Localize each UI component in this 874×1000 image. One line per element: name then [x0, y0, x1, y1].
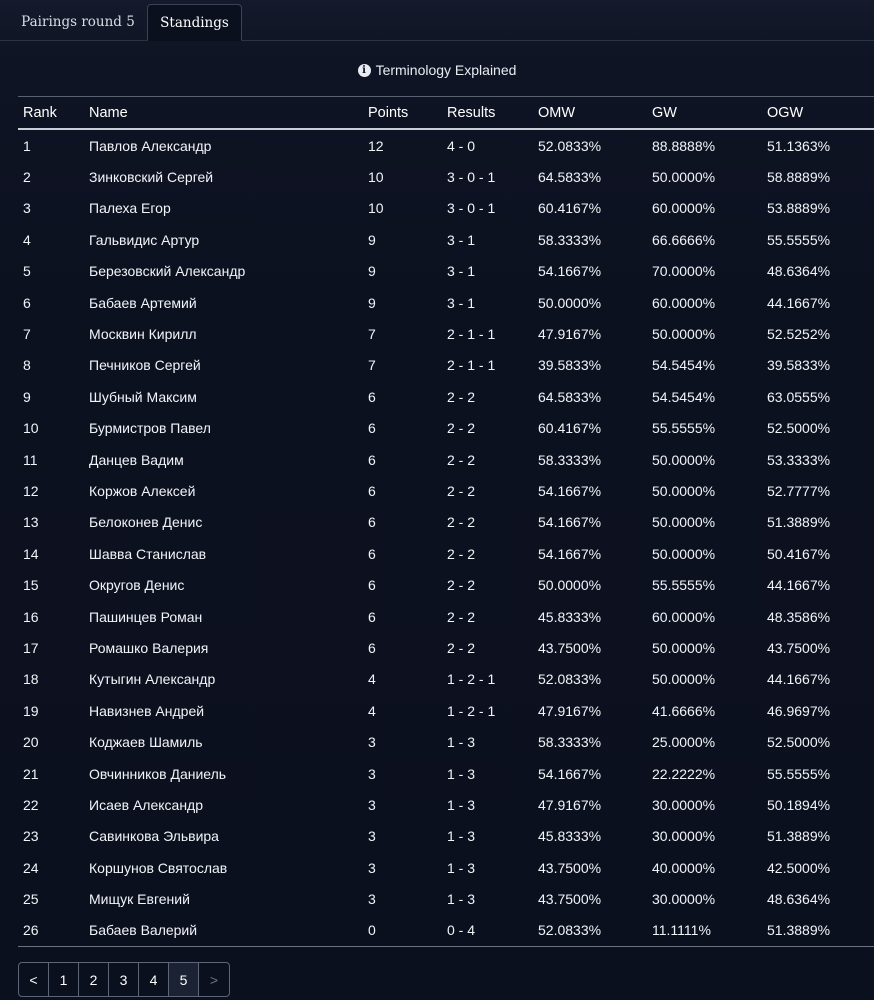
table-row: [18, 569, 874, 600]
terminology-link[interactable]: [0, 58, 874, 82]
ogw-cell: 51.3889%: [767, 828, 831, 845]
omw-cell: 43.7500%: [538, 859, 602, 876]
results-cell: 3 - 1: [447, 231, 476, 248]
omw-cell: 43.7500%: [538, 639, 602, 656]
ogw-cell: 52.5000%: [767, 734, 831, 751]
omw-cell: 45.8333%: [538, 608, 602, 625]
name-cell: Москвин Кирилл: [89, 326, 197, 343]
name-cell: Коржов Алексей: [89, 482, 196, 499]
name-cell: Навизнев Андрей: [89, 702, 205, 719]
table-row: [18, 758, 874, 789]
gw-cell: 30.0000%: [652, 891, 716, 908]
standings-table: [18, 96, 874, 947]
results-cell: 3 - 0 - 1: [447, 169, 496, 186]
points-cell: 10: [368, 169, 384, 186]
omw-cell: 47.9167%: [538, 796, 602, 813]
ogw-cell: 55.5555%: [767, 231, 831, 248]
rank-cell: 12: [23, 482, 39, 499]
rank-cell: 11: [23, 451, 38, 468]
points-cell: 3: [368, 796, 376, 813]
points-cell: 9: [368, 231, 376, 248]
gw-cell: 41.6666%: [652, 702, 716, 719]
table-row: [18, 256, 874, 287]
table-row: [18, 350, 874, 381]
table-row: [18, 381, 874, 412]
table-row: [18, 852, 874, 883]
omw-cell: 52.0833%: [538, 137, 602, 154]
page-2-button[interactable]: 2: [79, 963, 109, 996]
rank-cell: 3: [23, 200, 31, 217]
name-cell: Гальвидис Артур: [89, 231, 200, 248]
name-cell: Палеха Егор: [89, 200, 171, 217]
rank-cell: 18: [23, 671, 39, 688]
table-header-row: [18, 97, 874, 130]
points-cell: 6: [368, 639, 376, 656]
page-5-button[interactable]: 5: [169, 963, 199, 996]
rank-cell: 10: [23, 420, 39, 437]
omw-cell: 54.1667%: [538, 765, 602, 782]
points-cell: 3: [368, 859, 376, 876]
points-cell: 4: [368, 702, 376, 719]
points-cell: 3: [368, 734, 376, 751]
omw-cell: 58.3333%: [538, 734, 602, 751]
name-cell: Павлов Александр: [89, 137, 212, 154]
ogw-cell: 48.6364%: [767, 263, 831, 280]
rank-cell: 19: [23, 702, 39, 719]
name-cell: Бабаев Артемий: [89, 294, 197, 311]
gw-cell: 55.5555%: [652, 577, 716, 594]
rank-cell: 15: [23, 577, 39, 594]
results-cell: 1 - 3: [447, 891, 476, 908]
rank-cell: 2: [23, 169, 31, 186]
name-cell: Коджаев Шамиль: [89, 734, 203, 751]
results-cell: 2 - 2: [447, 608, 476, 625]
ogw-cell: 44.1667%: [767, 577, 831, 594]
omw-cell: 54.1667%: [538, 263, 602, 280]
results-cell: 0 - 4: [442, 915, 533, 947]
rank-cell: 14: [23, 545, 39, 562]
rank-cell: 20: [23, 734, 39, 751]
table-row: [18, 287, 874, 318]
points-cell: 9: [368, 294, 376, 311]
table-row: [18, 129, 874, 161]
omw-cell: 52.0833%: [538, 671, 602, 688]
omw-cell: 50.0000%: [538, 577, 602, 594]
ogw-cell: 42.5000%: [767, 859, 831, 876]
rank-cell: 22: [23, 796, 39, 813]
omw-cell: 54.1667%: [538, 545, 602, 562]
results-cell: 2 - 2: [447, 420, 476, 437]
table-row: [18, 821, 874, 852]
name-cell: Округов Денис: [89, 577, 185, 594]
results-cell: 1 - 2 - 1: [447, 702, 496, 719]
pagination: [18, 962, 230, 997]
name-cell: Печников Сергей: [89, 357, 201, 374]
gw-cell: 60.0000%: [652, 608, 716, 625]
gw-cell: 70.0000%: [652, 263, 716, 280]
gw-cell: 50.0000%: [652, 514, 716, 531]
gw-cell: 22.2222%: [652, 765, 716, 782]
name-cell: Березовский Александр: [89, 263, 246, 280]
table-row: [18, 726, 874, 757]
gw-cell: 50.0000%: [652, 326, 716, 343]
omw-cell: 52.0833%: [533, 915, 647, 947]
name-cell: Белоконев Денис: [89, 514, 203, 531]
table-row: [18, 601, 874, 632]
rank-cell: 16: [23, 608, 39, 625]
points-cell: 7: [368, 357, 376, 374]
tab-standings[interactable]: Standings: [147, 4, 242, 41]
results-cell: 1 - 3: [447, 765, 476, 782]
column-header-omw[interactable]: OMW: [533, 97, 647, 130]
gw-cell: 60.0000%: [652, 294, 716, 311]
ogw-cell: 53.8889%: [767, 200, 831, 217]
omw-cell: 45.8333%: [538, 828, 602, 845]
rank-cell: 23: [23, 828, 39, 845]
ogw-cell: 51.3889%: [767, 514, 831, 531]
points-cell: 10: [368, 200, 384, 217]
omw-cell: 39.5833%: [538, 357, 602, 374]
table-row: [18, 664, 874, 695]
name-cell: Исаев Александр: [89, 796, 204, 813]
ogw-cell: 44.1667%: [767, 671, 831, 688]
table-row: [18, 915, 874, 947]
name-cell: Шубный Максим: [89, 388, 197, 405]
rank-cell: 4: [23, 231, 31, 248]
rank-cell: 26: [18, 915, 84, 947]
name-cell: Мищук Евгений: [89, 891, 190, 908]
name-cell: Бурмистров Павел: [89, 420, 211, 437]
rank-cell: 1: [23, 137, 31, 154]
tab-bar: [0, 0, 874, 41]
name-cell: Ромашко Валерия: [89, 639, 209, 656]
table-row: [18, 161, 874, 192]
table-row: [18, 475, 874, 506]
standings-body: [18, 129, 874, 947]
omw-cell: 50.0000%: [538, 294, 602, 311]
results-cell: 1 - 3: [447, 796, 476, 813]
results-cell: 1 - 3: [447, 828, 476, 845]
info-icon: i: [358, 64, 371, 77]
table-row: [18, 789, 874, 820]
terminology-label: Terminology Explained: [375, 62, 517, 78]
ogw-cell: 52.5252%: [767, 326, 831, 343]
rank-cell: 24: [23, 859, 39, 876]
rank-cell: 6: [23, 294, 31, 311]
points-cell: 3: [368, 828, 376, 845]
results-cell: 3 - 0 - 1: [447, 200, 496, 217]
rank-cell: 7: [23, 326, 31, 343]
gw-cell: 30.0000%: [652, 828, 716, 845]
points-cell: 6: [368, 608, 376, 625]
table-row: [18, 883, 874, 914]
ogw-cell: 63.0555%: [767, 388, 831, 405]
name-cell: Пашинцев Роман: [89, 608, 203, 625]
omw-cell: 58.3333%: [538, 451, 602, 468]
points-cell: 12: [368, 137, 384, 154]
results-cell: 2 - 2: [447, 482, 476, 499]
name-cell: Зинковский Сергей: [89, 169, 214, 186]
ogw-cell: 58.8889%: [767, 169, 831, 186]
table-row: [18, 695, 874, 726]
gw-cell: 50.0000%: [652, 482, 716, 499]
table-row: [18, 224, 874, 255]
omw-cell: 58.3333%: [538, 231, 602, 248]
results-cell: 4 - 0: [447, 137, 476, 154]
points-cell: 6: [368, 514, 376, 531]
results-cell: 2 - 2: [447, 451, 476, 468]
gw-cell: 54.5454%: [652, 357, 716, 374]
rank-cell: 9: [23, 388, 31, 405]
table-row: [18, 444, 874, 475]
points-cell: 4: [368, 671, 376, 688]
gw-cell: 30.0000%: [652, 796, 716, 813]
ogw-cell: 53.3333%: [767, 451, 831, 468]
ogw-cell: 52.5000%: [767, 420, 831, 437]
table-row: [18, 413, 874, 444]
rank-cell: 21: [23, 765, 39, 782]
results-cell: 2 - 2: [447, 514, 476, 531]
prev-page-button[interactable]: <: [19, 963, 49, 996]
tab-pairings-round-5[interactable]: Pairings round 5: [21, 14, 135, 30]
gw-cell: 88.8888%: [652, 137, 716, 154]
points-cell: 6: [368, 577, 376, 594]
points-cell: 3: [368, 765, 376, 782]
ogw-cell: 51.1363%: [767, 137, 831, 154]
omw-cell: 47.9167%: [538, 326, 602, 343]
points-cell: 6: [368, 388, 376, 405]
ogw-cell: 43.7500%: [767, 639, 831, 656]
ogw-cell: 46.9697%: [767, 702, 831, 719]
name-cell: Шавва Станислав: [89, 545, 207, 562]
gw-cell: 50.0000%: [652, 639, 716, 656]
rank-cell: 13: [23, 514, 39, 531]
table-row: [18, 318, 874, 349]
table-row: [18, 507, 874, 538]
results-cell: 2 - 1 - 1: [447, 357, 496, 374]
column-header-ogw[interactable]: OGW: [762, 97, 874, 130]
gw-cell: 60.0000%: [652, 200, 716, 217]
ogw-cell: 48.3586%: [767, 608, 831, 625]
omw-cell: 47.9167%: [538, 702, 602, 719]
page-3-button[interactable]: 3: [109, 963, 139, 996]
page-1-button[interactable]: 1: [49, 963, 79, 996]
omw-cell: 43.7500%: [538, 891, 602, 908]
gw-cell: 50.0000%: [652, 451, 716, 468]
table-row: [18, 632, 874, 663]
points-cell: 6: [368, 545, 376, 562]
name-cell: Бабаев Валерий: [84, 915, 363, 947]
name-cell: Кутыгин Александр: [89, 671, 216, 688]
rank-cell: 8: [23, 357, 31, 374]
table-row: [18, 538, 874, 569]
results-cell: 3 - 1: [447, 294, 476, 311]
results-cell: 1 - 3: [447, 734, 476, 751]
column-header-gw[interactable]: GW: [647, 97, 762, 130]
gw-cell: 25.0000%: [652, 734, 716, 751]
ogw-cell: 51.3889%: [762, 915, 874, 947]
omw-cell: 64.5833%: [538, 169, 602, 186]
results-cell: 2 - 2: [447, 639, 476, 656]
results-cell: 2 - 2: [447, 577, 476, 594]
omw-cell: 54.1667%: [538, 482, 602, 499]
results-cell: 1 - 3: [447, 859, 476, 876]
name-cell: Коршунов Святослав: [89, 859, 228, 876]
page-4-button[interactable]: 4: [139, 963, 169, 996]
gw-cell: 66.6666%: [652, 231, 716, 248]
omw-cell: 64.5833%: [538, 388, 602, 405]
gw-cell: 50.0000%: [652, 671, 716, 688]
points-cell: 6: [368, 482, 376, 499]
results-cell: 2 - 1 - 1: [447, 326, 496, 343]
gw-cell: 50.0000%: [652, 545, 716, 562]
ogw-cell: 50.4167%: [767, 545, 831, 562]
name-cell: Овчинников Даниель: [89, 765, 227, 782]
points-cell: 3: [368, 891, 376, 908]
gw-cell: 40.0000%: [652, 859, 716, 876]
next-page-button[interactable]: >: [209, 971, 219, 988]
gw-cell: 54.5454%: [652, 388, 716, 405]
column-header-name[interactable]: Name: [84, 97, 363, 130]
rank-cell: 17: [23, 639, 39, 656]
results-cell: 2 - 2: [447, 545, 476, 562]
omw-cell: 60.4167%: [538, 200, 602, 217]
name-cell: Савинкова Эльвира: [89, 828, 219, 845]
gw-cell: 50.0000%: [652, 169, 716, 186]
ogw-cell: 52.7777%: [767, 482, 831, 499]
results-cell: 3 - 1: [447, 263, 476, 280]
omw-cell: 60.4167%: [538, 420, 602, 437]
rank-cell: 5: [23, 263, 31, 280]
ogw-cell: 55.5555%: [767, 765, 831, 782]
points-cell: 6: [368, 451, 376, 468]
ogw-cell: 39.5833%: [767, 357, 831, 374]
ogw-cell: 44.1667%: [767, 294, 831, 311]
gw-cell: 11.1111%: [647, 915, 762, 947]
ogw-cell: 50.1894%: [767, 796, 831, 813]
rank-cell: 25: [23, 891, 39, 908]
points-cell: 0: [363, 915, 442, 947]
name-cell: Данцев Вадим: [89, 451, 184, 468]
gw-cell: 55.5555%: [652, 420, 716, 437]
column-header-results[interactable]: Results: [442, 97, 533, 130]
results-cell: 1 - 2 - 1: [447, 671, 496, 688]
omw-cell: 54.1667%: [538, 514, 602, 531]
column-header-rank[interactable]: Rank: [18, 97, 84, 130]
results-cell: 2 - 2: [447, 388, 476, 405]
points-cell: 6: [368, 420, 376, 437]
points-cell: 7: [368, 326, 376, 343]
ogw-cell: 48.6364%: [767, 891, 831, 908]
table-row: [18, 193, 874, 224]
column-header-points[interactable]: Points: [363, 97, 442, 130]
points-cell: 9: [368, 263, 376, 280]
